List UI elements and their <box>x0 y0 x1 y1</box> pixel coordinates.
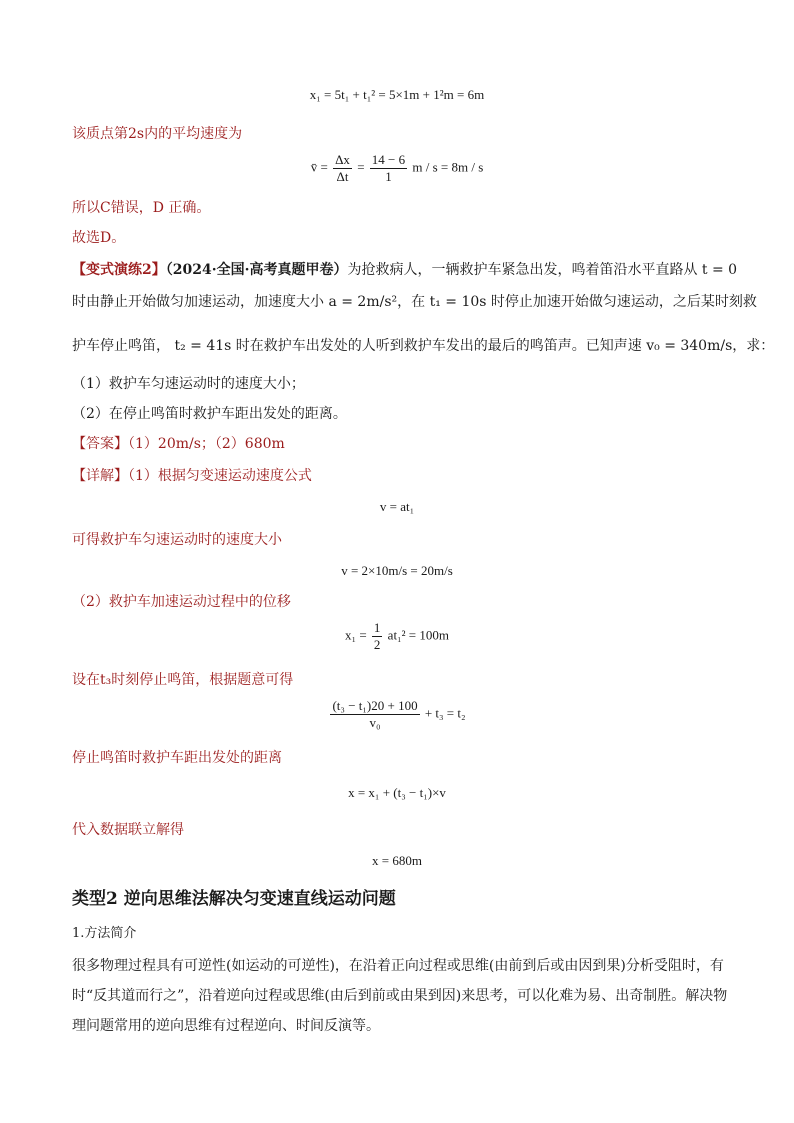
frac-den: v₀ <box>369 715 381 730</box>
equation-x-total: x = x₁ + (t₃ − t₁)×v <box>348 785 446 800</box>
equation-v-at: v = at₁ <box>379 499 415 514</box>
text-distance: 停止鸣笛时救护车距出发处的距离 <box>72 750 282 766</box>
equation-v-value: v = 2×10m/s = 20m/s <box>341 563 453 578</box>
problem-source: （2024·全国·高考真题甲卷） <box>165 262 348 278</box>
fraction-half <box>372 620 383 653</box>
equation-average-velocity <box>0 152 794 185</box>
problem-text-1: 为抢救病人，一辆救护车紧急出发，鸣着笛沿水平直路从 t = 0 <box>347 262 738 278</box>
fraction-t3 <box>330 698 419 731</box>
detail-text: （1）根据匀变速运动速度公式 <box>128 468 312 484</box>
equation-t3 <box>0 698 794 731</box>
question-2: （2）在停止鸣笛时救护车距出发处的距离。 <box>72 406 347 422</box>
fraction-delta <box>333 152 352 185</box>
frac-num: (t₃ − t₁)20 + 100 <box>332 698 418 713</box>
question-1: （1）救护车匀速运动时的速度大小； <box>72 376 305 392</box>
detail-line <box>72 466 722 486</box>
answer-text: （1）20m/s；（2）680m <box>128 436 285 452</box>
detail-tag: 【详解】 <box>72 468 128 484</box>
text-speed: 可得救护车匀速运动时的速度大小 <box>72 532 282 548</box>
section-title: 类型2 逆向思维法解决匀变速直线运动问题 <box>72 889 396 909</box>
frac-den: Δt <box>336 169 349 184</box>
paragraph-line-3: 理问题常用的逆向思维有过程逆向、时间反演等。 <box>72 1018 380 1034</box>
text-average-velocity: 该质点第2s内的平均速度为 <box>72 126 243 142</box>
eq2-mid: = <box>357 159 365 175</box>
eq6-rhs: + t₃ = t₂ <box>424 705 466 721</box>
answer-tag: 【答案】 <box>72 436 128 452</box>
text-displacement: （2）救护车加速运动过程中的位移 <box>72 594 291 610</box>
fraction-values <box>370 152 407 185</box>
frac-den: 2 <box>373 637 381 652</box>
text-conclusion: 所以C错误，D 正确。 <box>72 200 211 216</box>
eq2-rhs: m / s = 8m / s <box>412 159 484 175</box>
problem-line-3: 护车停止鸣笛， t₂ = 41s 时在救护车出发处的人听到救护车发出的最后的鸣笛声。已知声速 v₀ = 340m/s，求： <box>72 338 775 354</box>
text-choose: 故选D。 <box>72 230 126 246</box>
text-t3: 设在t₃时刻停止鸣笛，根据题意可得 <box>72 672 294 688</box>
problem-line-1 <box>72 260 738 280</box>
problem-line-2: 时由静止开始做匀加速运动，加速度大小 a = 2m/s²，在 t₁ = 10s 时停止加速开始做匀速运动，之后某时刻救 <box>72 294 757 310</box>
frac-num: 1 <box>373 620 381 635</box>
text-solve: 代入数据联立解得 <box>72 822 184 838</box>
problem-tag: 【变式演练2】 <box>72 262 166 278</box>
eq2-lhs: v̄ = <box>310 159 328 175</box>
answer-line <box>72 434 722 454</box>
paragraph-line-2: 时“反其道而行之”，沿着逆向过程或思维(由后到前或由果到因)来思考，可以化难为易、出奇制胜。解决物 <box>72 988 728 1004</box>
frac-num: Δx <box>335 152 350 167</box>
equation-x-result: x = 680m <box>372 853 422 868</box>
method-title: 1.方法简介 <box>72 926 137 941</box>
frac-num: 14 − 6 <box>371 152 406 167</box>
eq5-lhs: x₁ = <box>345 627 367 643</box>
equation-x1-half <box>0 620 794 653</box>
frac-den: 1 <box>385 169 392 184</box>
eq5-rhs: at₁² = 100m <box>387 627 449 643</box>
equation-x1: x₁ = 5t₁ + t₁² = 5×1m + 1²m = 6m <box>309 87 485 102</box>
paragraph-line-1: 很多物理过程具有可逆性(如运动的可逆性)，在沿着正向过程或思维(由前到后或由因到果)分析受阻时，有 <box>72 958 724 974</box>
